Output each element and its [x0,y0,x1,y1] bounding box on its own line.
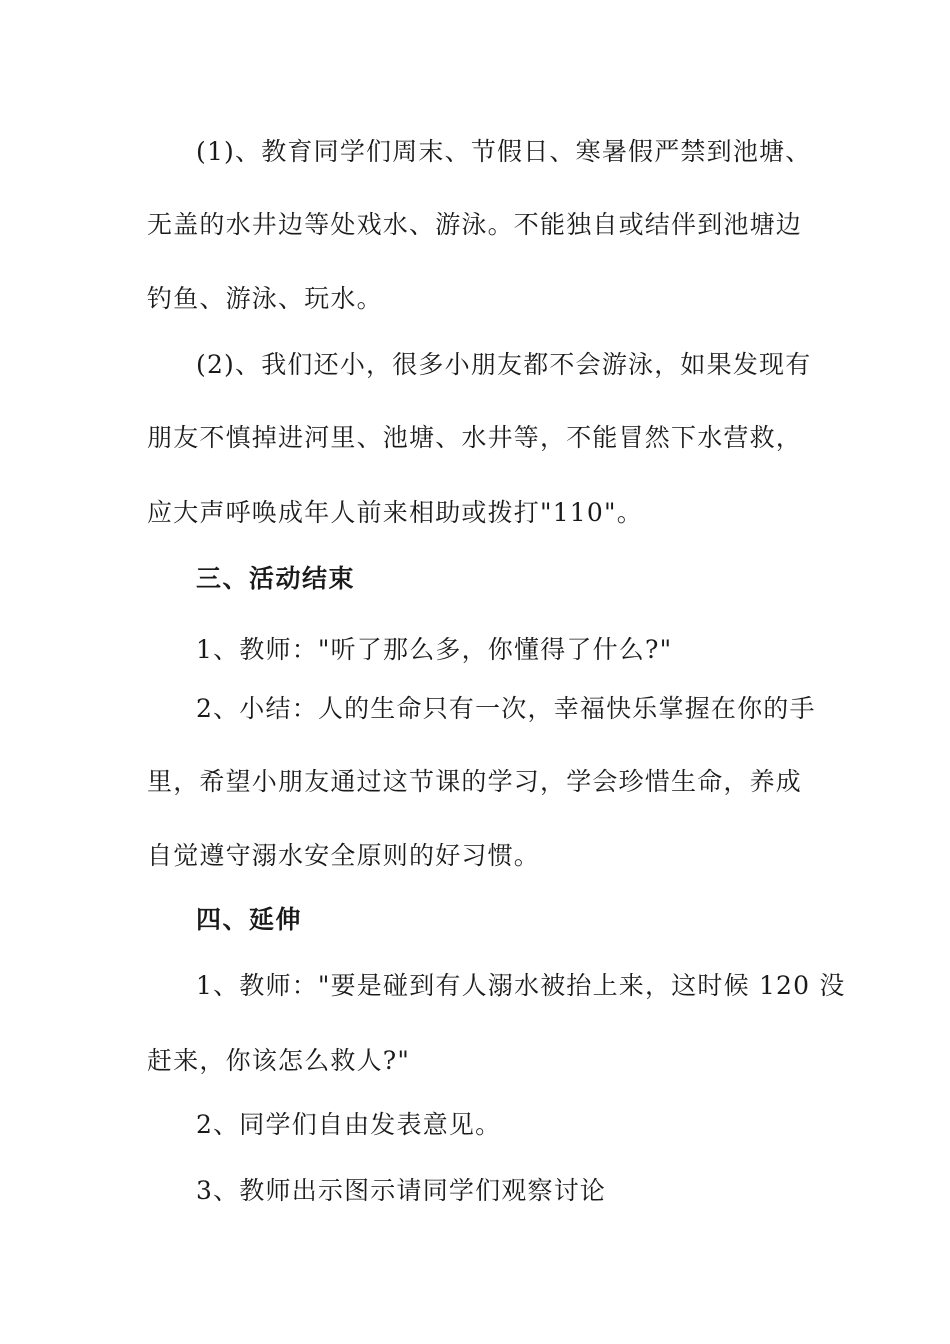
paragraph-line: 1、教师："听了那么多，你懂得了什么?" [196,635,673,664]
paragraph-line: 自觉遵守溺水安全原则的好习惯。 [147,841,541,870]
section-heading: 四、延伸 [196,905,303,934]
paragraph-line: 3、教师出示图示请同学们观察讨论 [196,1176,607,1205]
paragraph-line: 应大声呼唤成年人前来相助或拨打"110"。 [147,498,643,527]
paragraph-line: 朋友不慎掉进河里、池塘、水井等，不能冒然下水营救， [147,423,803,452]
paragraph-line: 2、小结：人的生命只有一次，幸福快乐掌握在你的手 [196,694,816,723]
section-heading: 三、活动结束 [196,564,356,593]
paragraph-line: 2、同学们自由发表意见。 [196,1110,502,1139]
paragraph-line: 无盖的水井边等处戏水、游泳。不能独自或结伴到池塘边 [147,210,803,239]
paragraph-line: 赶来，你该怎么救人?" [147,1046,411,1075]
paragraph-line: 1、教师："要是碰到有人溺水被抬上来，这时候 120 没 [196,971,846,1000]
paragraph-line: (2)、我们还小，很多小朋友都不会游泳，如果发现有 [196,350,812,379]
paragraph-line: 里，希望小朋友通过这节课的学习，学会珍惜生命，养成 [147,767,803,796]
paragraph-line: 钓鱼、游泳、玩水。 [147,284,383,313]
paragraph-line: (1)、教育同学们周末、节假日、寒暑假严禁到池塘、 [196,137,812,166]
